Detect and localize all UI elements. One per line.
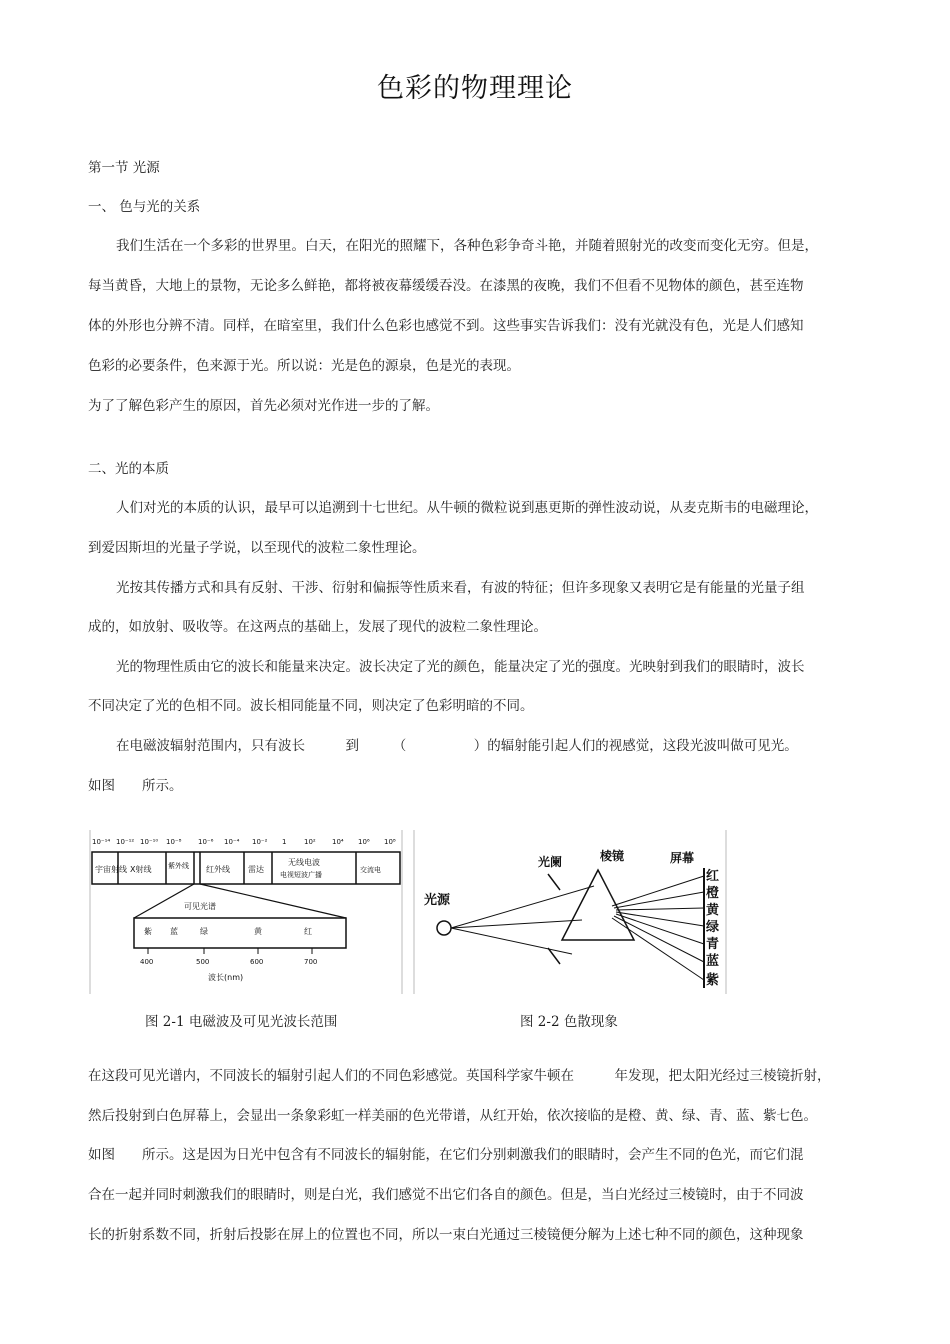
visible-color-label: 红 (304, 927, 312, 936)
paragraph-4-line-2: 成的，如放射、吸收等。在这两点的基础上，发展了现代的波粒二象性理论。 (88, 619, 547, 635)
paragraph-3-line-1: 人们对光的本质的认识，最早可以追溯到十七世纪。从牛顿的微粒说到惠更斯的弹性波动说，从麦克斯韦的电磁理论， (116, 500, 818, 516)
scale-label: 10⁻⁴ (224, 838, 240, 846)
paragraph-7-line-1: 在这段可见光谱内，不同波长的辐射引起人们的不同色彩感觉。英国科学家牛顿在 年发现，把太阳光经过三棱镜折射， (88, 1068, 831, 1084)
paragraph-4-line-1: 光按其传播方式和具有反射、干涉、衍射和偏振等性质来看，有波的特征；但许多现象又表明它是有能量的光量子组 (116, 580, 805, 596)
slit-icon (548, 874, 560, 890)
figure-dispersion (412, 830, 728, 994)
scale-label: 1 (282, 838, 287, 846)
visible-color-label: 黄 (254, 927, 262, 936)
label-screen: 屏幕 (670, 851, 695, 865)
axis-tick-label: 500 (196, 958, 210, 966)
spectrum-color-label: 红 (706, 869, 720, 884)
label-light-source: 光源 (424, 893, 451, 908)
spectrum-color-label: 绿 (706, 920, 720, 935)
figure-1-caption: 图 2-1 电磁波及可见光波长范围 (145, 1014, 338, 1030)
band-label: 电视短波广播 (280, 871, 322, 879)
scale-label: 10⁻⁶ (198, 838, 214, 846)
light-source-icon (437, 921, 451, 935)
scale-label: 10⁸ (384, 838, 396, 846)
spectrum-color-labels (706, 868, 720, 988)
scale-label: 10⁶ (358, 838, 370, 846)
spectrum-color-label: 蓝 (706, 954, 720, 969)
scale-label: 10⁻⁸ (166, 838, 182, 846)
paragraph-7-line-5: 长的折射系数不同，折射后投影在屏上的位置也不同，所以一束白光通过三棱镜便分解为上述七种不同的颜色，这种现象 (88, 1227, 804, 1243)
band-label: 红外线 (206, 865, 230, 874)
paragraph-7-line-4: 合在一起并同时刺激我们的眼睛时，则是白光，我们感觉不出它们各自的颜色。但是，当白光经过三棱镜时，由于不同波 (88, 1187, 804, 1203)
section-heading: 第一节 光源 (88, 160, 160, 176)
spectrum-color-label: 青 (706, 937, 720, 952)
band-label: X射线 (130, 865, 152, 874)
spectrum-color-label: 黄 (706, 903, 720, 918)
band-label: 紫外线 (168, 862, 189, 870)
paragraph-1-line-1: 我们生活在一个多彩的世界里。白天，在阳光的照耀下，各种色彩争奇斗艳，并随着照射光的改变而变化无穷。但是， (116, 238, 818, 254)
paragraph-5-line-2: 不同决定了光的色相不同。波长相同能量不同，则决定了色彩明暗的不同。 (88, 698, 534, 714)
visible-spectrum-label: 可见光谱 (184, 902, 216, 911)
paragraph-1-line-2: 每当黄昏，大地上的景物，无论多么鲜艳，都将被夜幕缓缓吞没。在漆黑的夜晚，我们不但看不见物体的颜色，甚至连物 (88, 278, 804, 294)
scale-labels (92, 838, 396, 846)
scale-label: 10⁻¹⁰ (140, 838, 159, 846)
page-title: 色彩的物理理论 (377, 73, 573, 104)
paragraph-1-line-4: 色彩的必要条件，色来源于光。所以说：光是色的源泉，色是光的表现。 (88, 358, 520, 374)
band-label: 宇宙射线 (95, 865, 127, 874)
scale-label: 10⁻¹⁴ (92, 838, 111, 846)
axis-tick-label: 700 (304, 958, 318, 966)
scale-label: 10² (304, 838, 316, 846)
visible-color-label: 蓝 (170, 927, 178, 936)
scale-label: 10⁻² (252, 838, 268, 846)
paragraph-6-line-1: 在电磁波辐射范围内，只有波长 到 （ ）的辐射能引起人们的视感觉，这段光波叫做可见光。 (116, 738, 798, 754)
visible-color-labels (144, 926, 312, 936)
scale-label: 10⁻¹² (116, 838, 135, 846)
axis-tick-label: 600 (250, 958, 264, 966)
subsection-heading-1: 一、 色与光的关系 (88, 199, 201, 215)
band-labels (95, 857, 381, 879)
visible-color-label: 紫 (144, 927, 152, 936)
figure-2-caption: 图 2-2 色散现象 (520, 1014, 618, 1030)
figure-electromagnetic-spectrum (88, 830, 404, 994)
axis-label: 波长(nm) (208, 973, 244, 982)
paragraph-1-line-3: 体的外形也分辨不清。同样，在暗室里，我们什么色彩也感觉不到。这些事实告诉我们：没有光就没有色，光是人们感知 (88, 318, 804, 334)
prism-icon (562, 870, 634, 940)
scale-label: 10⁴ (332, 838, 344, 846)
axis-tick-label: 400 (140, 958, 154, 966)
paragraph-5-line-1: 光的物理性质由它的波长和能量来决定。波长决定了光的颜色，能量决定了光的强度。光映射到我们的眼睛时，波长 (116, 659, 805, 675)
paragraph-7-line-3: 如图 所示。这是因为日光中包含有不同波长的辐射能，在它们分别刺激我们的眼睛时，会产生不同的色光，而它们混 (88, 1147, 804, 1163)
visible-color-label: 绿 (200, 927, 208, 936)
paragraph-7-line-2: 然后投射到白色屏幕上，会显出一条象彩虹一样美丽的色光带谱，从红开始，依次接临的是橙、黄、绿、青、蓝、紫七色。 (88, 1108, 817, 1124)
paragraph-2: 为了了解色彩产生的原因，首先必须对光作进一步的了解。 (88, 398, 439, 414)
axis-tick-labels (140, 958, 317, 966)
band-label: 交流电 (360, 866, 381, 874)
subsection-heading-2: 二、光的本质 (88, 461, 169, 477)
label-slit: 光阑 (538, 855, 563, 869)
spectrum-color-label: 紫 (706, 973, 720, 988)
label-prism: 棱镜 (600, 849, 625, 863)
paragraph-3-line-2: 到爱因斯坦的光量子学说，以至现代的波粒二象性理论。 (88, 540, 426, 556)
band-label: 雷达 (248, 865, 264, 874)
paragraph-6-line-2: 如图 所示。 (88, 778, 183, 794)
band-label: 无线电波 (288, 858, 320, 867)
spectrum-color-label: 橙 (706, 886, 720, 901)
